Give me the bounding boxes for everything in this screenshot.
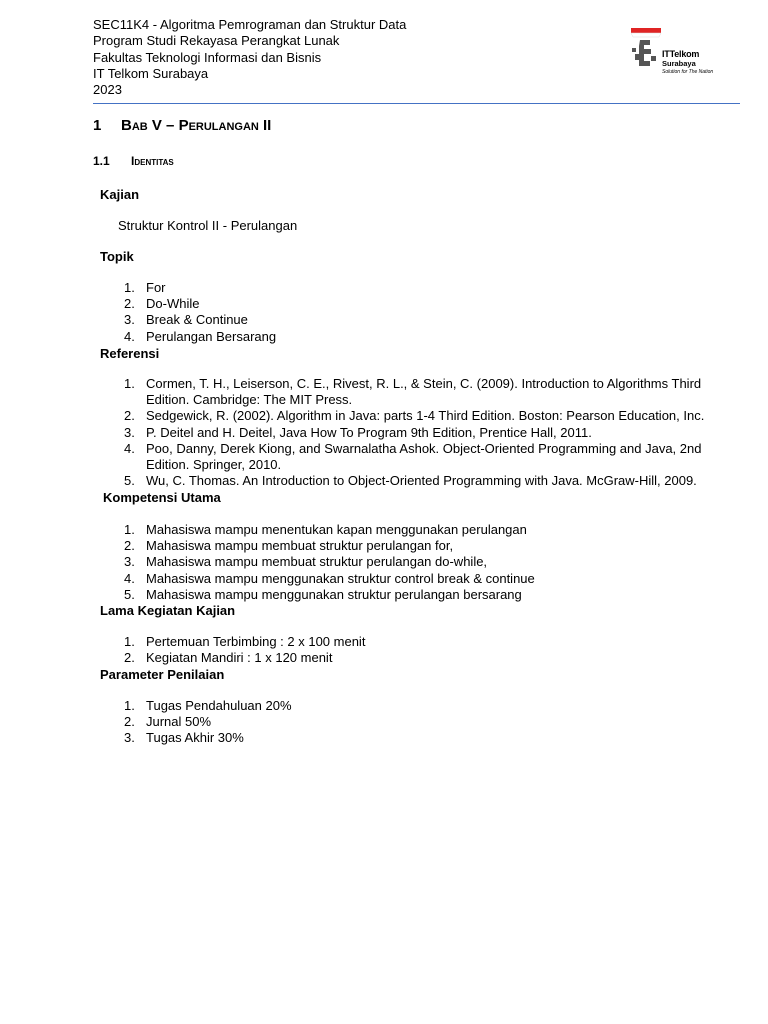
chapter-number: 1 bbox=[93, 117, 102, 134]
list-item: 3. Tugas Akhir 30% bbox=[124, 730, 244, 746]
ittelkom-logo bbox=[626, 26, 736, 78]
kompetensi-list bbox=[124, 522, 714, 603]
list-item: 5. Mahasiswa mampu menggunakan struktur perulangan bersarang bbox=[124, 586, 522, 602]
list-item: 2. Mahasiswa mampu membuat struktur perulangan for, bbox=[124, 538, 454, 554]
list-item: 4. Poo, Danny, Derek Kiong, and Swarnalatha Ashok. Object-Oriented Programming and Java, 2nd Edition. Springer, 2010. bbox=[124, 440, 702, 473]
header-line-program: Program Studi Rekayasa Perangkat Lunak bbox=[93, 33, 340, 49]
list-item: 2. Sedgewick, R. (2002). Algorithm in Java: parts 1-4 Third Edition. Boston: Pearson Education, Inc. bbox=[124, 408, 705, 424]
list-item: 3. Break & Continue bbox=[124, 312, 248, 328]
lama-label: Lama Kegiatan Kajian bbox=[100, 603, 236, 618]
parameter-label: Parameter Penilaian bbox=[100, 667, 225, 682]
list-item: 4. Mahasiswa mampu menggunakan struktur control break & continue bbox=[124, 570, 535, 586]
list-item: 2. Kegiatan Mandiri : 1 x 120 menit bbox=[124, 650, 333, 666]
chapter-title: Bab V – Perulangan II bbox=[121, 117, 272, 134]
kajian-text: Struktur Kontrol II - Perulangan bbox=[118, 218, 298, 233]
list-item: 1. Cormen, T. H., Leiserson, C. E., Rivest, R. L., & Stein, C. (2009). Introduction to Algorithms Third Edition. Cambridge: The MIT Press. bbox=[124, 376, 702, 408]
header-info bbox=[93, 17, 406, 98]
ittelkom-emblem-icon bbox=[626, 26, 666, 78]
list-item: 1. Mahasiswa mampu menentukan kapan menggunakan perulangan bbox=[124, 522, 527, 537]
header-line-faculty: Fakultas Teknologi Informasi dan Bisnis bbox=[93, 49, 322, 65]
list-item: 3. Mahasiswa mampu membuat struktur perulangan do-while, bbox=[124, 554, 488, 570]
list-item: 4. Perulangan Bersarang bbox=[124, 328, 277, 344]
list-item: 1. Pertemuan Terbimbing : 2 x 100 menit bbox=[124, 634, 366, 649]
chapter-heading bbox=[93, 117, 271, 134]
header-line-institution: IT Telkom Surabaya bbox=[93, 65, 209, 81]
header-line-year: 2023 bbox=[93, 82, 122, 98]
section-title: Identitas bbox=[131, 154, 174, 168]
list-item: 5. Wu, C. Thomas. An Introduction to Object-Oriented Programming with Java. McGraw-Hill, 2009. bbox=[124, 473, 697, 489]
section-heading bbox=[93, 154, 174, 168]
parameter-list bbox=[124, 698, 714, 747]
list-item: 1. For bbox=[124, 280, 166, 295]
section-number: 1.1 bbox=[93, 154, 110, 168]
topik-label: Topik bbox=[100, 249, 134, 264]
logo-tagline: Solution for The Nation bbox=[662, 69, 714, 75]
header-line-course: SEC11K4 - Algoritma Pemrograman dan Struktur Data bbox=[93, 17, 407, 32]
referensi-list bbox=[124, 376, 714, 489]
list-item: 2. Do-While bbox=[124, 296, 200, 312]
lama-list bbox=[124, 634, 714, 666]
topik-list bbox=[124, 280, 714, 345]
list-item: 3. P. Deitel and H. Deitel, Java How To Program 9th Edition, Prentice Hall, 2011. bbox=[124, 424, 592, 440]
logo-sub: Surabaya bbox=[662, 59, 696, 68]
referensi-label: Referensi bbox=[100, 346, 160, 361]
kajian-label: Kajian bbox=[100, 187, 140, 202]
list-item: 1. Tugas Pendahuluan 20% bbox=[124, 698, 292, 713]
list-item: 2. Jurnal 50% bbox=[124, 714, 212, 730]
logo-name: ITTelkom bbox=[662, 49, 700, 59]
header-divider bbox=[93, 103, 740, 104]
kompetensi-label: Kompetensi Utama bbox=[103, 490, 221, 505]
